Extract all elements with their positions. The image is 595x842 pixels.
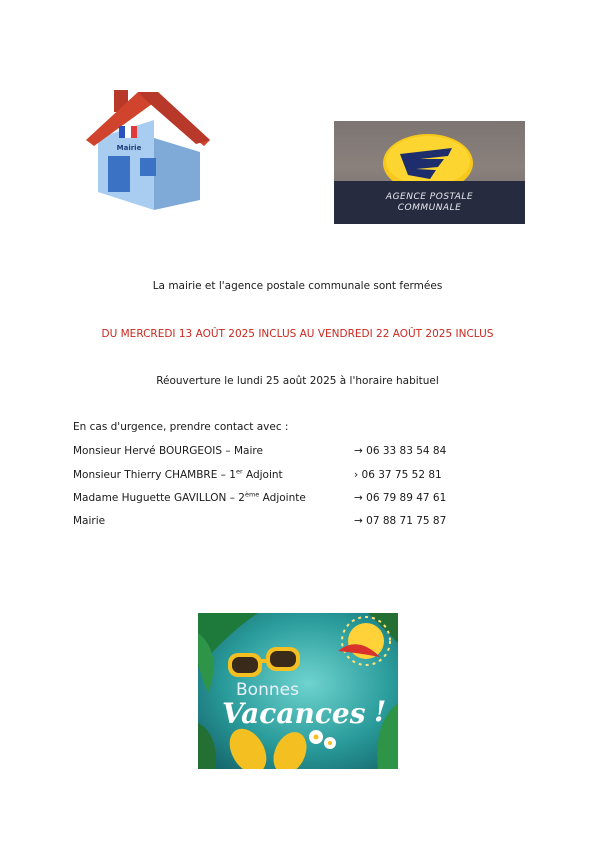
vacances-word-vacances: Vacances	[222, 697, 366, 730]
contact-row-maire	[73, 445, 473, 458]
contact-name: Monsieur Thierry CHAMBRE – 1er Adjoint	[73, 467, 283, 481]
mairie-house-logo	[86, 88, 212, 210]
closure-dates: DU MERCREDI 13 AOÛT 2025 INCLUS AU VENDREDI 22 AOÛT 2025 INCLUS	[101, 328, 494, 340]
contact-name: Monsieur Hervé BOURGEOIS – Maire	[73, 445, 263, 457]
agence-postale-logo	[334, 121, 525, 224]
contact-phone: › 06 37 75 52 81	[354, 469, 442, 481]
contact-row-1er-adjoint	[73, 469, 473, 482]
mairie-logo-label: Mairie	[116, 144, 142, 152]
contact-row-mairie	[73, 515, 473, 528]
contact-name: Madame Huguette GAVILLON – 2ème Adjointe	[73, 490, 306, 504]
agence-postale-line1: AGENCE POSTALE	[385, 191, 474, 202]
vacances-word-bonnes: Bonnes	[236, 680, 299, 700]
contact-phone: → 06 79 89 47 61	[354, 492, 447, 504]
reopening-notice: Réouverture le lundi 25 août 2025 à l'horaire habituel	[156, 375, 439, 387]
contact-name: Mairie	[73, 515, 106, 527]
agence-postale-line2: COMMUNALE	[397, 202, 462, 213]
contact-phone: → 06 33 83 54 84	[354, 445, 447, 457]
vacances-exclamation: !	[374, 695, 387, 728]
closure-intro: La mairie et l'agence postale communale sont fermées	[152, 280, 443, 292]
emergency-heading: En cas d'urgence, prendre contact avec :	[73, 421, 289, 433]
contact-phone: → 07 88 71 75 87	[354, 515, 447, 527]
bonnes-vacances-image	[198, 613, 398, 769]
agence-postale-banner	[334, 181, 525, 224]
contact-row-2eme-adjointe	[73, 492, 473, 505]
